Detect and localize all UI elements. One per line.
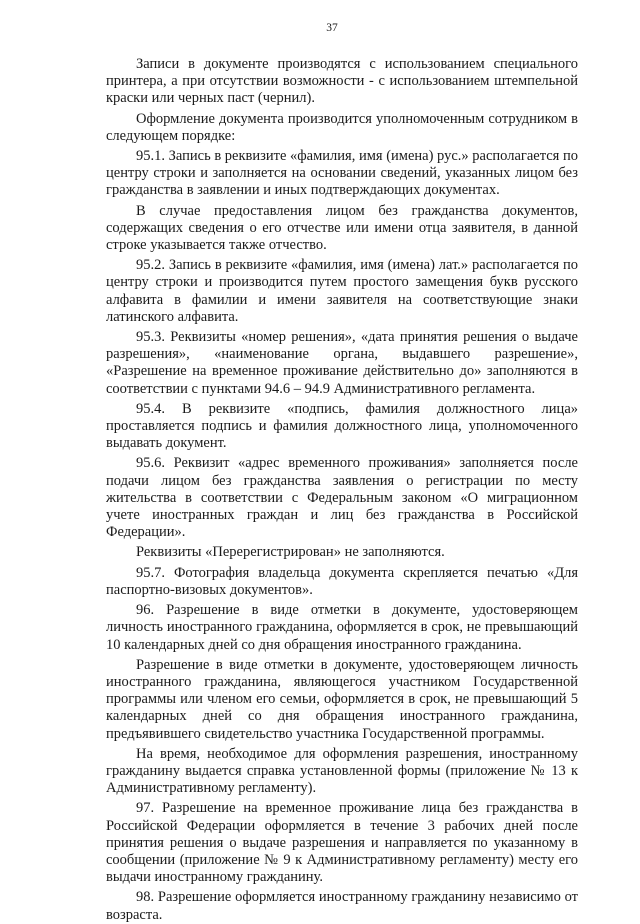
- paragraph-certificate: На время, необходимое для оформления разрешения, иностранному гражданину выдается справка установленной формы (приложение № 13 к Административному регламенту).: [106, 745, 578, 797]
- paragraph-98: 98. Разрешение оформляется иностранному гражданину независимо от возраста.: [106, 889, 578, 923]
- paragraph-95-6: 95.6. Реквизит «адрес временного проживания» заполняется после подачи лицом без гражданства заявления о регистрации по месту жительства в соответствии с Федеральным законом «О миграционном учете иностранных граждан и лиц без гражданства в Российской Федерации».: [106, 455, 578, 541]
- paragraph-95-2: 95.2. Запись в реквизите «фамилия, имя (имена) лат.» располагается по центру строки и производится путем простого замещения букв русского алфавита в фамилии и имени заявителя на соответствующие знаки латинского алфавита.: [106, 257, 578, 325]
- paragraph-97: 97. Разрешение на временное проживание лица без гражданства в Российской Федерации оформляется в течение 3 рабочих дней после принятия решения о выдаче разрешения и направляется по указанному в сообщении (приложение № 9 к Административному регламенту) месту его выдачи иностранному гражданину.: [106, 800, 578, 886]
- paragraph-patronymic: В случае предоставления лицом без гражданства документов, содержащих сведения о его отчестве или имени отца заявителя, в данной строке указывается также отчество.: [106, 202, 578, 254]
- paragraph-reregistered: Реквизиты «Перерегистрирован» не заполняются.: [136, 544, 445, 561]
- paragraph-records-printer: Записи в документе производятся с использованием специального принтера, а при отсутствии возможности - с использованием штемпельной краски или черных паст (чернил).: [106, 56, 578, 107]
- paragraph-95-3: 95.3. Реквизиты «номер решения», «дата принятия решения о выдаче разрешения», «наименование органа, выдавшего разрешение», «Разрешение на временное проживание действительно до» заполняются в соответствии с пунктами 94.6 – 94.9 Административного регламента.: [106, 329, 578, 397]
- paragraph-95-1: 95.1. Запись в реквизите «фамилия, имя (имена) рус.» располагается по центру строки и заполняется на основании сведений, указанных лицом без гражданства в заявлении и иных подтверждающих документах.: [106, 148, 578, 199]
- page-number: 37: [326, 22, 338, 34]
- paragraph-95-4: 95.4. В реквизите «подпись, фамилия должностного лица» проставляется подпись и фамилия должностного лица, уполномоченного выдавать документ.: [106, 400, 578, 452]
- paragraph-96: 96. Разрешение в виде отметки в документе, удостоверяющем личность иностранного гражданина, оформляется в срок, не превышающий 10 календарных дней со дня обращения иностранного гражданина.: [106, 602, 578, 653]
- paragraph-procedure-intro: Оформление документа производится уполномоченным сотрудником в следующем порядке:: [106, 110, 578, 144]
- paragraph-95-7: 95.7. Фотография владельца документа скрепляется печатью «Для паспортно-визовых документов».: [106, 564, 578, 598]
- document-body: [106, 56, 578, 924]
- paragraph-96-program: Разрешение в виде отметки в документе, удостоверяющем личность иностранного гражданина, являющегося участником Государственной программы или членом его семьи, оформляется в срок, не превышающий 5 календарных дней со дня обращения иностранного гражданина, предъявившего свидетельство участника Государственной программы.: [106, 656, 578, 742]
